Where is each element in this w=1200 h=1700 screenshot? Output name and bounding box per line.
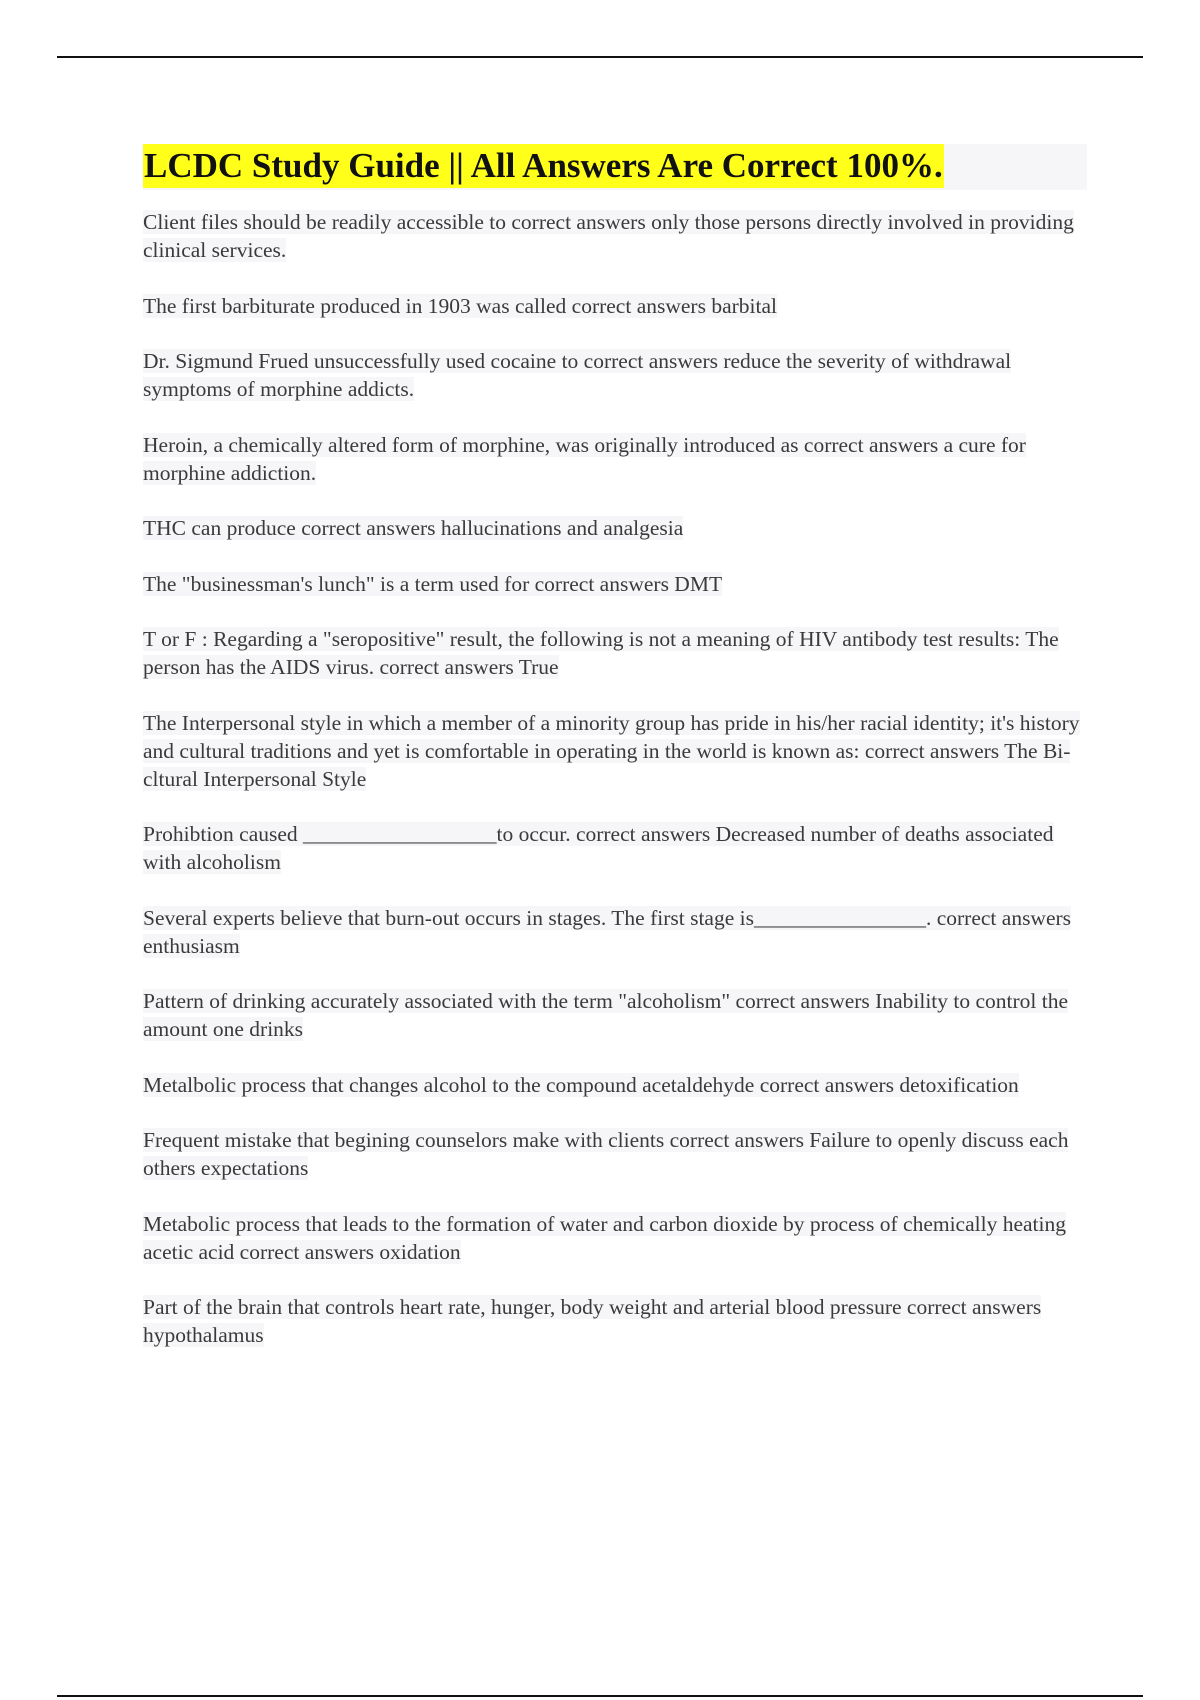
qa-text: Pattern of drinking accurately associated with the term "alcoholism" correct answers Inability to control the amount one drinks xyxy=(143,989,1069,1041)
document-title: LCDC Study Guide || All Answers Are Correct 100%. xyxy=(143,144,944,188)
qa-text: Metalbolic process that changes alcohol to the compound acetaldehyde correct answers detoxification xyxy=(143,1072,1019,1097)
qa-text: Heroin, a chemically altered form of morphine, was originally introduced as correct answers a cure for morphine addiction. xyxy=(143,432,1026,485)
qa-text: Prohibtion caused __________________to occur. correct answers Decreased number of deaths associated with alcoholism xyxy=(143,822,1054,874)
qa-item xyxy=(143,904,1087,960)
qa-item xyxy=(143,208,1087,264)
document-page xyxy=(143,144,1087,1377)
qa-item xyxy=(143,292,1087,320)
qa-text: Part of the brain that controls heart rate, hunger, body weight and arterial blood pressure correct answers hypothalamus xyxy=(143,1295,1042,1347)
qa-item xyxy=(143,514,1087,542)
qa-text: Metabolic process that leads to the formation of water and carbon dioxide by process of chemically heating acetic acid correct answers oxidation xyxy=(143,1211,1066,1264)
qa-item xyxy=(143,987,1087,1043)
qa-item xyxy=(143,347,1087,403)
qa-item xyxy=(143,570,1087,598)
qa-item xyxy=(143,1293,1087,1349)
qa-item xyxy=(143,625,1087,681)
qa-item xyxy=(143,709,1087,793)
title-row xyxy=(143,144,1087,190)
qa-text: The Interpersonal style in which a member of a minority group has pride in his/her racial identity; it's history and cultural traditions and yet is comfortable in operating in the world is known as: correct answers The Bi-cltural Interpersonal Style xyxy=(143,710,1080,791)
footer-rule xyxy=(57,1695,1143,1697)
qa-text: Dr. Sigmund Frued unsuccessfully used cocaine to correct answers reduce the severity of withdrawal symptoms of morphine addicts. xyxy=(143,349,1012,401)
qa-item xyxy=(143,1126,1087,1182)
header-rule xyxy=(57,56,1143,58)
qa-text: THC can produce correct answers hallucinations and analgesia xyxy=(143,516,684,540)
qa-text: The "businessman's lunch" is a term used for correct answers DMT xyxy=(143,571,723,596)
qa-text: Several experts believe that burn-out occurs in stages. The first stage is________________. correct answers enthusiasm xyxy=(143,905,1072,958)
qa-text: Frequent mistake that begining counselors make with clients correct answers Failure to openly discuss each others expectations xyxy=(143,1128,1069,1180)
qa-item xyxy=(143,1210,1087,1266)
qa-text: Client files should be readily accessible to correct answers only those persons directly involved in providing clinical services. xyxy=(143,210,1074,262)
qa-item xyxy=(143,820,1087,876)
qa-item xyxy=(143,1071,1087,1099)
qa-text: T or F : Regarding a "seropositive" result, the following is not a meaning of HIV antibody test results: The person has the AIDS virus. correct answers True xyxy=(143,627,1059,679)
qa-item xyxy=(143,431,1087,487)
qa-text: The first barbiturate produced in 1903 was called correct answers barbital xyxy=(143,293,777,318)
